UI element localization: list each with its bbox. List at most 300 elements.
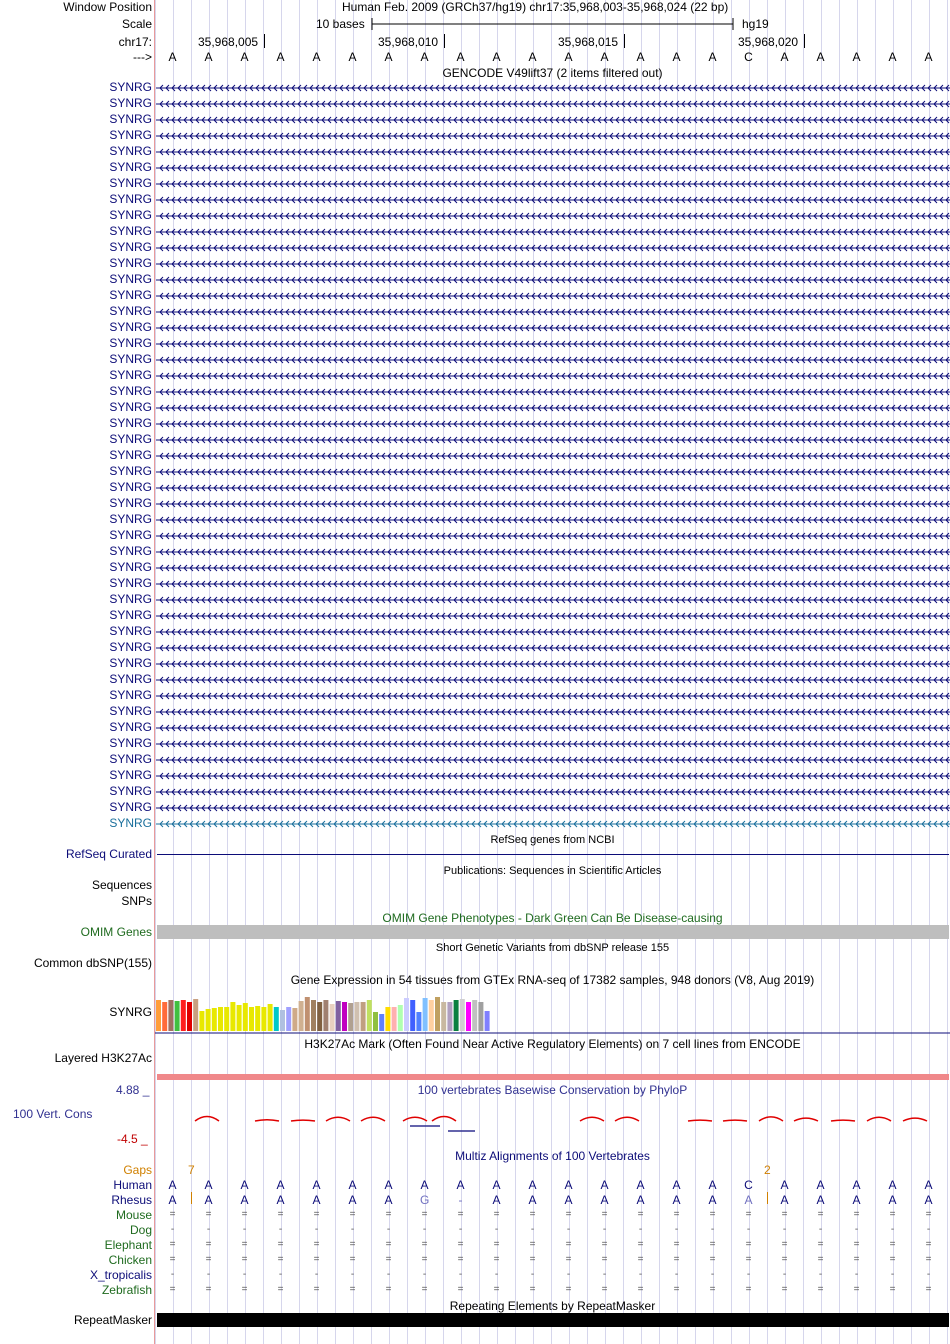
gencode-transcript-label[interactable]: SYNRG [109, 320, 152, 334]
gencode-transcript-label[interactable]: SYNRG [109, 736, 152, 750]
gencode-transcript-label[interactable]: SYNRG [109, 288, 152, 302]
gencode-transcript-label[interactable]: SYNRG [109, 624, 152, 638]
alignment-base: = [745, 1284, 752, 1295]
base-letter: A [564, 50, 573, 64]
base-letter: C [744, 50, 753, 64]
alignment-base: A [204, 1178, 213, 1192]
alignment-base: A [780, 1178, 789, 1192]
gtex-tissue-bar[interactable] [311, 1000, 316, 1031]
alignment-base: = [241, 1239, 248, 1250]
alignment-base: = [385, 1239, 392, 1250]
gencode-transcript[interactable] [156, 449, 950, 463]
gtex-tissue-bar[interactable] [292, 1008, 297, 1031]
gencode-transcript[interactable] [156, 113, 950, 127]
gencode-transcript[interactable] [156, 625, 950, 639]
gencode-transcript[interactable] [156, 161, 950, 175]
alignment-base: = [529, 1209, 536, 1220]
base-letter: A [636, 50, 645, 64]
alignment-base: = [277, 1284, 284, 1295]
gencode-transcript[interactable] [156, 817, 950, 831]
phylop-label[interactable]: 100 Vert. Cons [13, 1107, 93, 1121]
gtex-tissue-bar[interactable] [472, 1000, 477, 1031]
h3k27ac-signal[interactable] [157, 1074, 949, 1080]
gencode-transcript-label[interactable]: SYNRG [109, 800, 152, 814]
gtex-tissue-bar[interactable] [230, 1002, 235, 1031]
alignment-base: - [278, 1224, 283, 1235]
gencode-transcript[interactable] [156, 737, 950, 751]
gencode-transcript-label[interactable]: SYNRG [109, 704, 152, 718]
gencode-transcript[interactable] [156, 705, 950, 719]
base-letter: A [240, 50, 249, 64]
phylop-hump [580, 1117, 604, 1121]
gencode-transcript-label[interactable]: SYNRG [109, 208, 152, 222]
alignment-base: = [601, 1254, 608, 1265]
species-label[interactable]: Mouse [115, 1208, 152, 1222]
gtex-tissue-bar[interactable] [193, 999, 198, 1031]
alignment-base: = [925, 1239, 932, 1250]
gencode-transcript[interactable] [156, 145, 950, 159]
refseq-title: RefSeq genes from NCBI [490, 834, 615, 846]
gtex-tissue-bar[interactable] [447, 1002, 452, 1031]
gencode-transcript[interactable] [156, 369, 950, 383]
gaps-label[interactable]: Gaps [123, 1163, 152, 1177]
omim-label[interactable]: OMIM Genes [80, 925, 152, 939]
gtex-tissue-bar[interactable] [317, 1002, 322, 1031]
alignment-base: - [350, 1269, 355, 1280]
alignment-base: A [312, 1178, 321, 1192]
gencode-transcript[interactable] [156, 385, 950, 399]
alignment-base: = [493, 1284, 500, 1295]
alignment-base: A [744, 1193, 753, 1207]
gtex-tissue-bar[interactable] [466, 1002, 471, 1031]
alignment-base: A [852, 1193, 861, 1207]
alignment-base: = [313, 1239, 320, 1250]
gap-number: 7 [188, 1163, 195, 1177]
gencode-transcript-label[interactable]: SYNRG [109, 176, 152, 190]
alignment-base: = [529, 1254, 536, 1265]
gencode-transcript[interactable] [156, 241, 950, 255]
alignment-base: = [781, 1209, 788, 1220]
gtex-tissue-bar[interactable] [181, 1000, 186, 1031]
alignment-base: - [782, 1224, 787, 1235]
gencode-transcript[interactable] [156, 753, 950, 767]
species-label[interactable]: X_tropicalis [89, 1268, 152, 1282]
phylop-hump [403, 1117, 427, 1121]
gencode-transcript[interactable] [156, 785, 950, 799]
gtex-tissue-bar[interactable] [460, 999, 465, 1031]
gencode-transcript-label[interactable]: SYNRG [109, 336, 152, 350]
gencode-transcript-label[interactable]: SYNRG [109, 656, 152, 670]
alignment-base: = [709, 1239, 716, 1250]
gencode-transcript[interactable] [156, 561, 950, 575]
gencode-transcript[interactable] [156, 769, 950, 783]
gtex-tissue-bar[interactable] [429, 1000, 434, 1031]
gtex-tissue-bar[interactable] [224, 1007, 229, 1031]
gtex-tissue-bar[interactable] [441, 1002, 446, 1031]
alignment-base: = [493, 1239, 500, 1250]
gencode-transcript-label[interactable]: SYNRG [109, 608, 152, 622]
gtex-tissue-bar[interactable] [274, 1007, 279, 1031]
gtex-tissue-bar[interactable] [299, 1001, 304, 1031]
alignment-base: - [494, 1224, 499, 1235]
alignment-base: = [421, 1239, 428, 1250]
gencode-transcript-label[interactable]: SYNRG [109, 464, 152, 478]
alignment-base: A [708, 1193, 717, 1207]
gencode-transcript[interactable] [156, 609, 950, 623]
gencode-transcript-label[interactable]: SYNRG [109, 816, 152, 830]
alignment-base: - [242, 1269, 247, 1280]
gencode-transcript[interactable] [156, 305, 950, 319]
alignment-base: = [853, 1209, 860, 1220]
alignment-base: - [530, 1224, 535, 1235]
base-letter: A [924, 50, 933, 64]
gencode-transcript[interactable] [156, 465, 950, 479]
alignment-base: - [242, 1224, 247, 1235]
gencode-transcript[interactable] [156, 97, 950, 111]
alignment-base: = [745, 1239, 752, 1250]
gencode-transcript-label[interactable]: SYNRG [109, 304, 152, 318]
repeatmasker-bar[interactable] [157, 1313, 949, 1327]
gencode-transcript[interactable] [156, 529, 950, 543]
multiz-title: Multiz Alignments of 100 Vertebrates [455, 1149, 650, 1163]
gtex-tissue-bar[interactable] [255, 1006, 260, 1031]
position-tick-label: 35,968,020 [738, 35, 799, 49]
gtex-tissue-bar[interactable] [305, 997, 310, 1031]
gencode-transcript-label[interactable]: SYNRG [109, 560, 152, 574]
alignment-base: = [529, 1239, 536, 1250]
gencode-transcript-label[interactable]: SYNRG [109, 720, 152, 734]
gencode-transcript[interactable] [156, 721, 950, 735]
base-letter: A [168, 50, 177, 64]
gtex-tissue-bar[interactable] [162, 1002, 167, 1031]
gencode-transcript[interactable] [156, 321, 950, 335]
base-letter: A [204, 50, 213, 64]
gencode-title: GENCODE V49lift37 (2 items filtered out) [442, 66, 663, 80]
gencode-transcript-label[interactable]: SYNRG [109, 544, 152, 558]
gtex-tissue-bar[interactable] [478, 1002, 483, 1031]
gencode-transcript[interactable] [156, 689, 950, 703]
gencode-transcript-label[interactable]: SYNRG [109, 784, 152, 798]
alignment-base: - [278, 1269, 283, 1280]
alignment-base: - [386, 1224, 391, 1235]
alignment-base: A [240, 1193, 249, 1207]
phylop-hump [195, 1117, 219, 1122]
gencode-transcript[interactable] [156, 289, 950, 303]
omim-bar[interactable] [157, 925, 949, 939]
gencode-transcript-label[interactable]: SYNRG [109, 640, 152, 654]
alignment-base: = [169, 1209, 176, 1220]
gencode-transcript[interactable] [156, 481, 950, 495]
gencode-transcript-label[interactable]: SYNRG [109, 672, 152, 686]
alignment-base: = [853, 1239, 860, 1250]
gencode-transcript[interactable] [156, 577, 950, 591]
alignment-base: = [601, 1284, 608, 1295]
alignment-base: - [926, 1224, 931, 1235]
phylop-hump [867, 1117, 891, 1121]
gencode-transcript-label[interactable]: SYNRG [109, 496, 152, 510]
gencode-transcript[interactable] [156, 193, 950, 207]
gtex-tissue-bar[interactable] [286, 1007, 291, 1031]
gtex-tissue-bar[interactable] [404, 998, 409, 1031]
gencode-transcript[interactable] [156, 513, 950, 527]
gencode-transcript-label[interactable]: SYNRG [109, 688, 152, 702]
gtex-tissue-bar[interactable] [336, 1001, 341, 1031]
gencode-transcript-label[interactable]: SYNRG [109, 448, 152, 462]
gtex-tissue-bar[interactable] [367, 1000, 372, 1031]
alignment-base: G [420, 1193, 430, 1207]
insertion-mark [767, 1192, 768, 1204]
gtex-tissue-bar[interactable] [392, 1007, 397, 1031]
scale-bar [370, 16, 740, 32]
gtex-tissue-bar[interactable] [435, 997, 440, 1031]
gencode-transcript[interactable] [156, 257, 950, 271]
base-letter: A [312, 50, 321, 64]
gtex-tissue-bar[interactable] [206, 1009, 211, 1031]
base-letter: A [420, 50, 429, 64]
gencode-transcript-label[interactable]: SYNRG [109, 160, 152, 174]
base-letter: A [672, 50, 681, 64]
gtex-label[interactable]: SYNRG [109, 1005, 152, 1019]
gtex-tissue-bar[interactable] [373, 1012, 378, 1031]
gtex-tissue-bar[interactable] [249, 1007, 254, 1031]
alignment-base: = [385, 1254, 392, 1265]
position-tick-label: 35,968,015 [558, 35, 619, 49]
gencode-transcript-label[interactable]: SYNRG [109, 192, 152, 206]
phylop-hump [759, 1117, 783, 1121]
alignment-base: = [745, 1209, 752, 1220]
alignment-base: A [600, 1193, 609, 1207]
species-label[interactable]: Human [113, 1178, 152, 1192]
gencode-transcript-label[interactable]: SYNRG [109, 416, 152, 430]
alignment-base: = [457, 1254, 464, 1265]
alignment-base: = [421, 1254, 428, 1265]
alignment-base: A [276, 1193, 285, 1207]
alignment-base: - [674, 1269, 679, 1280]
gencode-transcript-label[interactable]: SYNRG [109, 272, 152, 286]
species-label[interactable]: Zebrafish [101, 1283, 152, 1297]
alignment-base: A [528, 1178, 537, 1192]
alignment-base: A [564, 1178, 573, 1192]
gtex-tissue-bar[interactable] [416, 1012, 421, 1031]
alignment-base: - [890, 1224, 895, 1235]
gtex-tissue-bar[interactable] [398, 1005, 403, 1031]
gencode-transcript-label[interactable]: SYNRG [109, 96, 152, 110]
scale-text: 10 bases [316, 17, 365, 31]
omim-title: OMIM Gene Phenotypes - Dark Green Can Be Disease-causing [382, 911, 723, 925]
alignment-base: = [349, 1239, 356, 1250]
gencode-transcript-label[interactable]: SYNRG [109, 128, 152, 142]
gencode-transcript[interactable] [156, 433, 950, 447]
alignment-base: A [348, 1178, 357, 1192]
gencode-transcript-label[interactable]: SYNRG [109, 368, 152, 382]
species-label[interactable]: Dog [129, 1223, 152, 1237]
alignment-base: A [708, 1178, 717, 1192]
refseq-line[interactable] [157, 854, 949, 855]
gencode-transcript[interactable] [156, 225, 950, 239]
alignment-base: - [638, 1269, 643, 1280]
gtex-tissue-bar[interactable] [237, 1005, 242, 1031]
gencode-transcript-label[interactable]: SYNRG [109, 144, 152, 158]
publications-sequences-label[interactable]: Sequences [91, 878, 152, 892]
gencode-transcript[interactable] [156, 353, 950, 367]
publications-snps-label[interactable]: SNPs [121, 894, 152, 908]
alignment-base: = [169, 1284, 176, 1295]
alignment-base: = [313, 1254, 320, 1265]
gtex-tissue-bar[interactable] [423, 998, 428, 1031]
alignment-base: = [205, 1284, 212, 1295]
gtex-tissue-bar[interactable] [218, 1007, 223, 1031]
gencode-transcript-label[interactable]: SYNRG [109, 224, 152, 238]
gtex-tissue-bar[interactable] [379, 1014, 384, 1031]
alignment-base: A [168, 1178, 177, 1192]
gencode-transcript-label[interactable]: SYNRG [109, 384, 152, 398]
base-letter: A [708, 50, 717, 64]
gencode-transcript-label[interactable]: SYNRG [109, 592, 152, 606]
gtex-tissue-bar[interactable] [261, 1007, 266, 1031]
alignment-base: - [386, 1269, 391, 1280]
species-label[interactable]: Chicken [108, 1253, 152, 1267]
species-label[interactable]: Rhesus [111, 1193, 152, 1207]
alignment-base: = [277, 1254, 284, 1265]
gencode-transcript[interactable] [156, 177, 950, 191]
gencode-transcript[interactable] [156, 593, 950, 607]
base-letter: A [384, 50, 393, 64]
gencode-transcript-label[interactable]: SYNRG [109, 480, 152, 494]
alignment-base: = [565, 1284, 572, 1295]
alignment-base: - [458, 1193, 463, 1207]
alignment-base: A [888, 1178, 897, 1192]
alignment-base: = [853, 1284, 860, 1295]
assembly-label: hg19 [742, 17, 769, 31]
gencode-transcript[interactable] [156, 417, 950, 431]
alignment-base: = [889, 1209, 896, 1220]
alignment-base: = [889, 1239, 896, 1250]
alignment-base: = [241, 1284, 248, 1295]
gtex-tissue-bar[interactable] [330, 1004, 335, 1031]
gencode-transcript-label[interactable]: SYNRG [109, 768, 152, 782]
repeatmasker-label[interactable]: RepeatMasker [73, 1313, 152, 1327]
alignment-base: = [349, 1254, 356, 1265]
alignment-base: A [636, 1178, 645, 1192]
alignment-base: A [456, 1178, 465, 1192]
gtex-tissue-bar[interactable] [168, 1000, 173, 1031]
alignment-base: = [565, 1209, 572, 1220]
gencode-transcript-label[interactable]: SYNRG [109, 512, 152, 526]
gencode-transcript[interactable] [156, 129, 950, 143]
gencode-transcript-label[interactable]: SYNRG [109, 528, 152, 542]
gencode-transcript[interactable] [156, 641, 950, 655]
phylop-min-label: -4.5 _ [117, 1132, 148, 1146]
gtex-tissue-bar[interactable] [361, 1002, 366, 1031]
alignment-base: A [672, 1178, 681, 1192]
gtex-tissue-bar[interactable] [243, 1003, 248, 1031]
gtex-tissue-bar[interactable] [323, 1000, 328, 1031]
phylop-hump [831, 1120, 855, 1121]
gencode-transcript-label[interactable]: SYNRG [109, 432, 152, 446]
alignment-base: A [636, 1193, 645, 1207]
gtex-tissue-bar[interactable] [342, 1002, 347, 1031]
gencode-transcript-label[interactable]: SYNRG [109, 400, 152, 414]
gtex-tissue-bar[interactable] [187, 1002, 192, 1031]
gencode-transcript-label[interactable]: SYNRG [109, 256, 152, 270]
h3k27ac-label[interactable]: Layered H3K27Ac [54, 1051, 152, 1065]
gtex-tissue-bar[interactable] [485, 1011, 490, 1031]
gtex-tissue-bar[interactable] [268, 1004, 273, 1031]
gencode-transcript[interactable] [156, 209, 950, 223]
gencode-transcript[interactable] [156, 497, 950, 511]
gtex-tissue-bar[interactable] [348, 1003, 353, 1031]
alignment-base: = [781, 1239, 788, 1250]
position-tick-label: 35,968,010 [378, 35, 439, 49]
alignment-base: A [492, 1193, 501, 1207]
base-letter: A [348, 50, 357, 64]
gencode-transcript-label[interactable]: SYNRG [109, 752, 152, 766]
gtex-tissue-bar[interactable] [454, 1000, 459, 1031]
gencode-transcript-label[interactable]: SYNRG [109, 112, 152, 126]
gencode-transcript[interactable] [156, 545, 950, 559]
alignment-base: = [565, 1254, 572, 1265]
gtex-tissue-bar[interactable] [280, 1010, 285, 1031]
gtex-tissue-bar[interactable] [175, 1001, 180, 1031]
dbsnp-label[interactable]: Common dbSNP(155) [33, 956, 152, 970]
alignment-base: = [241, 1254, 248, 1265]
gencode-transcript[interactable] [156, 81, 950, 95]
gtex-tissue-bar[interactable] [354, 1002, 359, 1031]
alignment-base: - [602, 1224, 607, 1235]
gencode-transcript[interactable] [156, 801, 950, 815]
gap-number: 2 [764, 1163, 771, 1177]
gencode-transcript-label[interactable]: SYNRG [109, 80, 152, 94]
alignment-base: = [457, 1239, 464, 1250]
gencode-transcript[interactable] [156, 273, 950, 287]
base-letter: A [600, 50, 609, 64]
gencode-transcript[interactable] [156, 401, 950, 415]
phylop-track[interactable] [155, 1108, 950, 1136]
gtex-tissue-bar[interactable] [385, 1007, 390, 1031]
alignment-base: = [493, 1254, 500, 1265]
gtex-tissue-bar[interactable] [410, 1000, 415, 1031]
gencode-transcript-label[interactable]: SYNRG [109, 352, 152, 366]
alignment-base: = [349, 1209, 356, 1220]
gencode-transcript-label[interactable]: SYNRG [109, 240, 152, 254]
strand-label: ---> [133, 50, 152, 64]
species-label[interactable]: Elephant [104, 1238, 152, 1252]
gencode-transcript[interactable] [156, 337, 950, 351]
gencode-transcript[interactable] [156, 673, 950, 687]
alignment-base: = [601, 1239, 608, 1250]
phylop-hump [794, 1118, 818, 1121]
alignment-base: = [709, 1254, 716, 1265]
refseq-label[interactable]: RefSeq Curated [65, 847, 152, 861]
gencode-transcript[interactable] [156, 657, 950, 671]
gtex-tissue-bar[interactable] [212, 1008, 217, 1031]
gtex-tissue-bar[interactable] [156, 1000, 161, 1031]
alignment-base: = [313, 1284, 320, 1295]
base-letter: A [276, 50, 285, 64]
alignment-base: = [673, 1254, 680, 1265]
phylop-max-label: 4.88 _ [116, 1083, 150, 1097]
gtex-tissue-bar[interactable] [199, 1011, 204, 1031]
alignment-base: A [492, 1178, 501, 1192]
alignment-base: A [420, 1178, 429, 1192]
gtex-title: Gene Expression in 54 tissues from GTEx RNA-seq of 17382 samples, 948 donors (V8, Aug 2019) [290, 973, 815, 987]
alignment-base: - [422, 1224, 427, 1235]
alignment-base: A [528, 1193, 537, 1207]
position-tick [804, 34, 805, 48]
gencode-transcript-label[interactable]: SYNRG [109, 576, 152, 590]
alignment-base: = [817, 1239, 824, 1250]
gtex-expression-chart[interactable] [155, 988, 950, 1034]
